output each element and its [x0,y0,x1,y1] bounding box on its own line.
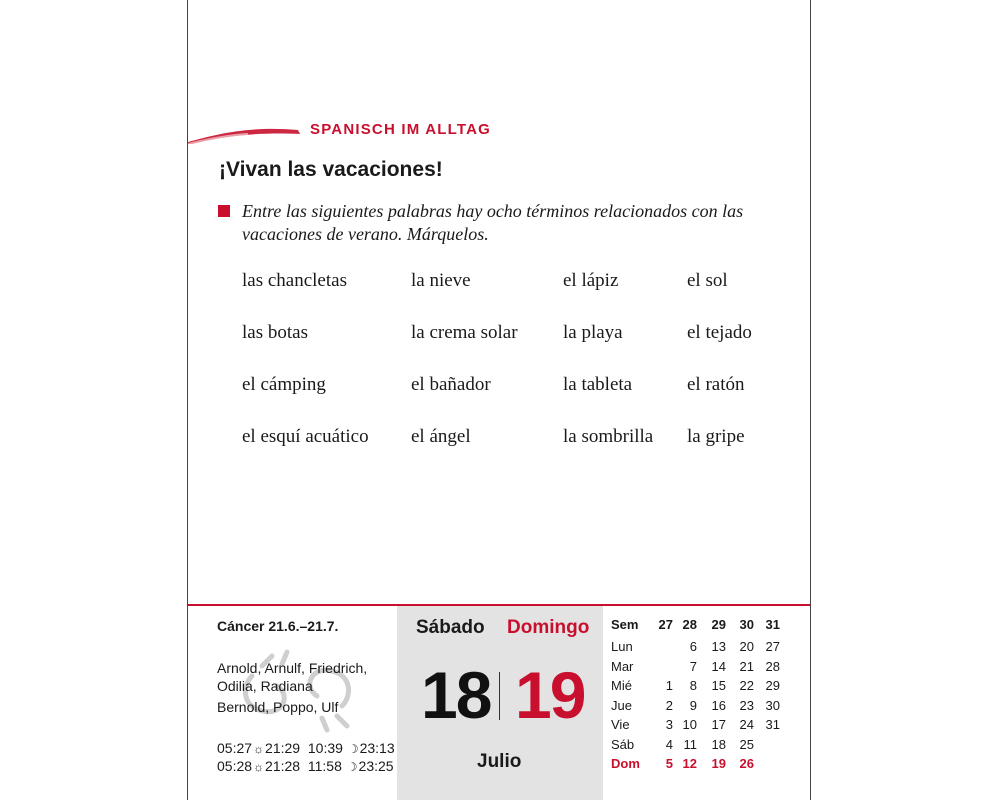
vocab-word: la playa [563,322,623,343]
sunset-time: 21:29 [265,740,301,756]
calendar-day: 13 [711,639,726,654]
calendar-day: 4 [665,736,673,752]
calendar-day: 30 [765,697,780,713]
moonrise-time: 11:58 [307,758,342,774]
vocab-word: el cámping [242,374,326,395]
weekday-label: Lun [611,639,633,654]
date-divider [499,672,500,720]
calendar-day: 14 [711,658,726,674]
vocab-word: las chancletas [242,270,347,291]
calendar-day: 27 [765,639,780,654]
weekday-sunday: Domingo [507,617,590,638]
calendar-day: 16 [711,697,726,713]
moonrise-time: 10:39 [307,740,343,756]
name-days-sunday: Bernold, Poppo, Ulf [217,699,339,715]
moonset-time: 23:13 [359,740,395,756]
date-number-sunday: 19 [515,658,585,732]
vocab-word: las botas [242,322,308,343]
vocab-word: la tableta [563,374,633,395]
calendar-day: 15 [711,678,726,693]
sunset-time: 21:28 [265,758,301,774]
calendar-day: 26 [739,756,754,771]
moonset-time: 23:25 [358,758,394,774]
calendar-day: 19 [711,756,726,771]
vocab-word: el tejado [687,322,752,343]
calendar-day: 11 [683,736,697,752]
calendar-day: 3 [665,717,673,732]
calendar-day: 20 [739,639,754,654]
sun-moon-row [217,758,394,774]
weekday-label: Mar [611,658,634,674]
vocab-word: la sombrilla [563,426,654,447]
page-title: ¡Vivan las vacaciones! [219,158,443,181]
vocab-word: el sol [687,270,728,291]
calendar-day: 2 [665,697,673,713]
calendar-row [611,659,801,678]
week-number: 30 [739,617,754,632]
vocab-word: el ángel [411,426,471,447]
calendar-header-row [611,617,801,636]
calendar-day: 9 [689,697,697,713]
calendar-day: 6 [689,639,697,654]
calendar-day: 21 [739,658,754,674]
sun-moon-row [217,740,395,756]
calendar-day: 28 [765,658,780,674]
vocab-word: el lápiz [563,270,619,291]
calendar-day: 5 [665,756,673,771]
calendar-day: 18 [711,736,726,752]
bullet-square-icon [218,205,230,217]
vocab-word: el ratón [687,374,745,395]
swoosh-decoration [188,122,300,144]
calendar-day: 31 [765,717,780,732]
weekday-label: Jue [611,697,632,713]
weekday-label: Vie [611,717,630,732]
vocab-word: el bañador [411,374,491,395]
calendar-day: 23 [739,697,754,713]
calendar-day: 22 [739,678,754,693]
calendar-day: 7 [689,658,697,674]
calendar-day: 12 [682,756,697,771]
sun-icon: ☼ [253,760,265,774]
calendar-day: 24 [739,717,754,732]
zodiac-sign: Cáncer 21.6.–21.7. [217,618,339,634]
month-name: Julio [477,751,522,772]
weekday-label: Mié [611,678,632,693]
calendar-day: 10 [682,717,697,732]
calendar-row [611,717,801,736]
week-header-label: Sem [611,617,639,632]
moon-icon: ☽ [346,760,358,774]
vocab-word: la crema solar [411,322,518,343]
weekday-saturday: Sábado [416,617,485,638]
sun-icon: ☼ [253,742,265,756]
calendar-row [611,737,801,756]
calendar-row [611,678,801,697]
section-label: SPANISCH IM ALLTAG [310,121,492,138]
exercise-instruction: Entre las siguientes palabras hay ocho términos relacionados con las vacaciones de verano. Márquelos. [242,201,744,244]
calendar-day: 1 [665,678,673,693]
calendar-row [611,639,801,658]
sunrise-time: 05:28 [217,758,253,774]
week-number: 28 [682,617,697,632]
calendar-day: 25 [739,736,754,752]
date-number-saturday: 18 [421,658,491,732]
sunrise-time: 05:27 [217,740,253,756]
week-number: 27 [658,617,673,632]
calendar-day: 29 [765,678,780,693]
calendar-row [611,698,801,717]
weekday-label: Dom [611,756,640,771]
vocab-word: la nieve [411,270,471,291]
name-days-saturday: Arnold, Arnulf, Friedrich, Odilia, Radiana [217,660,368,694]
vocab-word: la gripe [687,426,745,447]
week-number: 29 [711,617,726,632]
week-number: 31 [765,617,780,632]
calendar-row [611,756,801,775]
weekday-label: Sáb [611,736,635,752]
calendar-day: 8 [689,678,697,693]
calendar-day: 17 [711,717,726,732]
vocab-word: el esquí acuático [242,426,369,447]
moon-icon: ☽ [347,742,359,756]
